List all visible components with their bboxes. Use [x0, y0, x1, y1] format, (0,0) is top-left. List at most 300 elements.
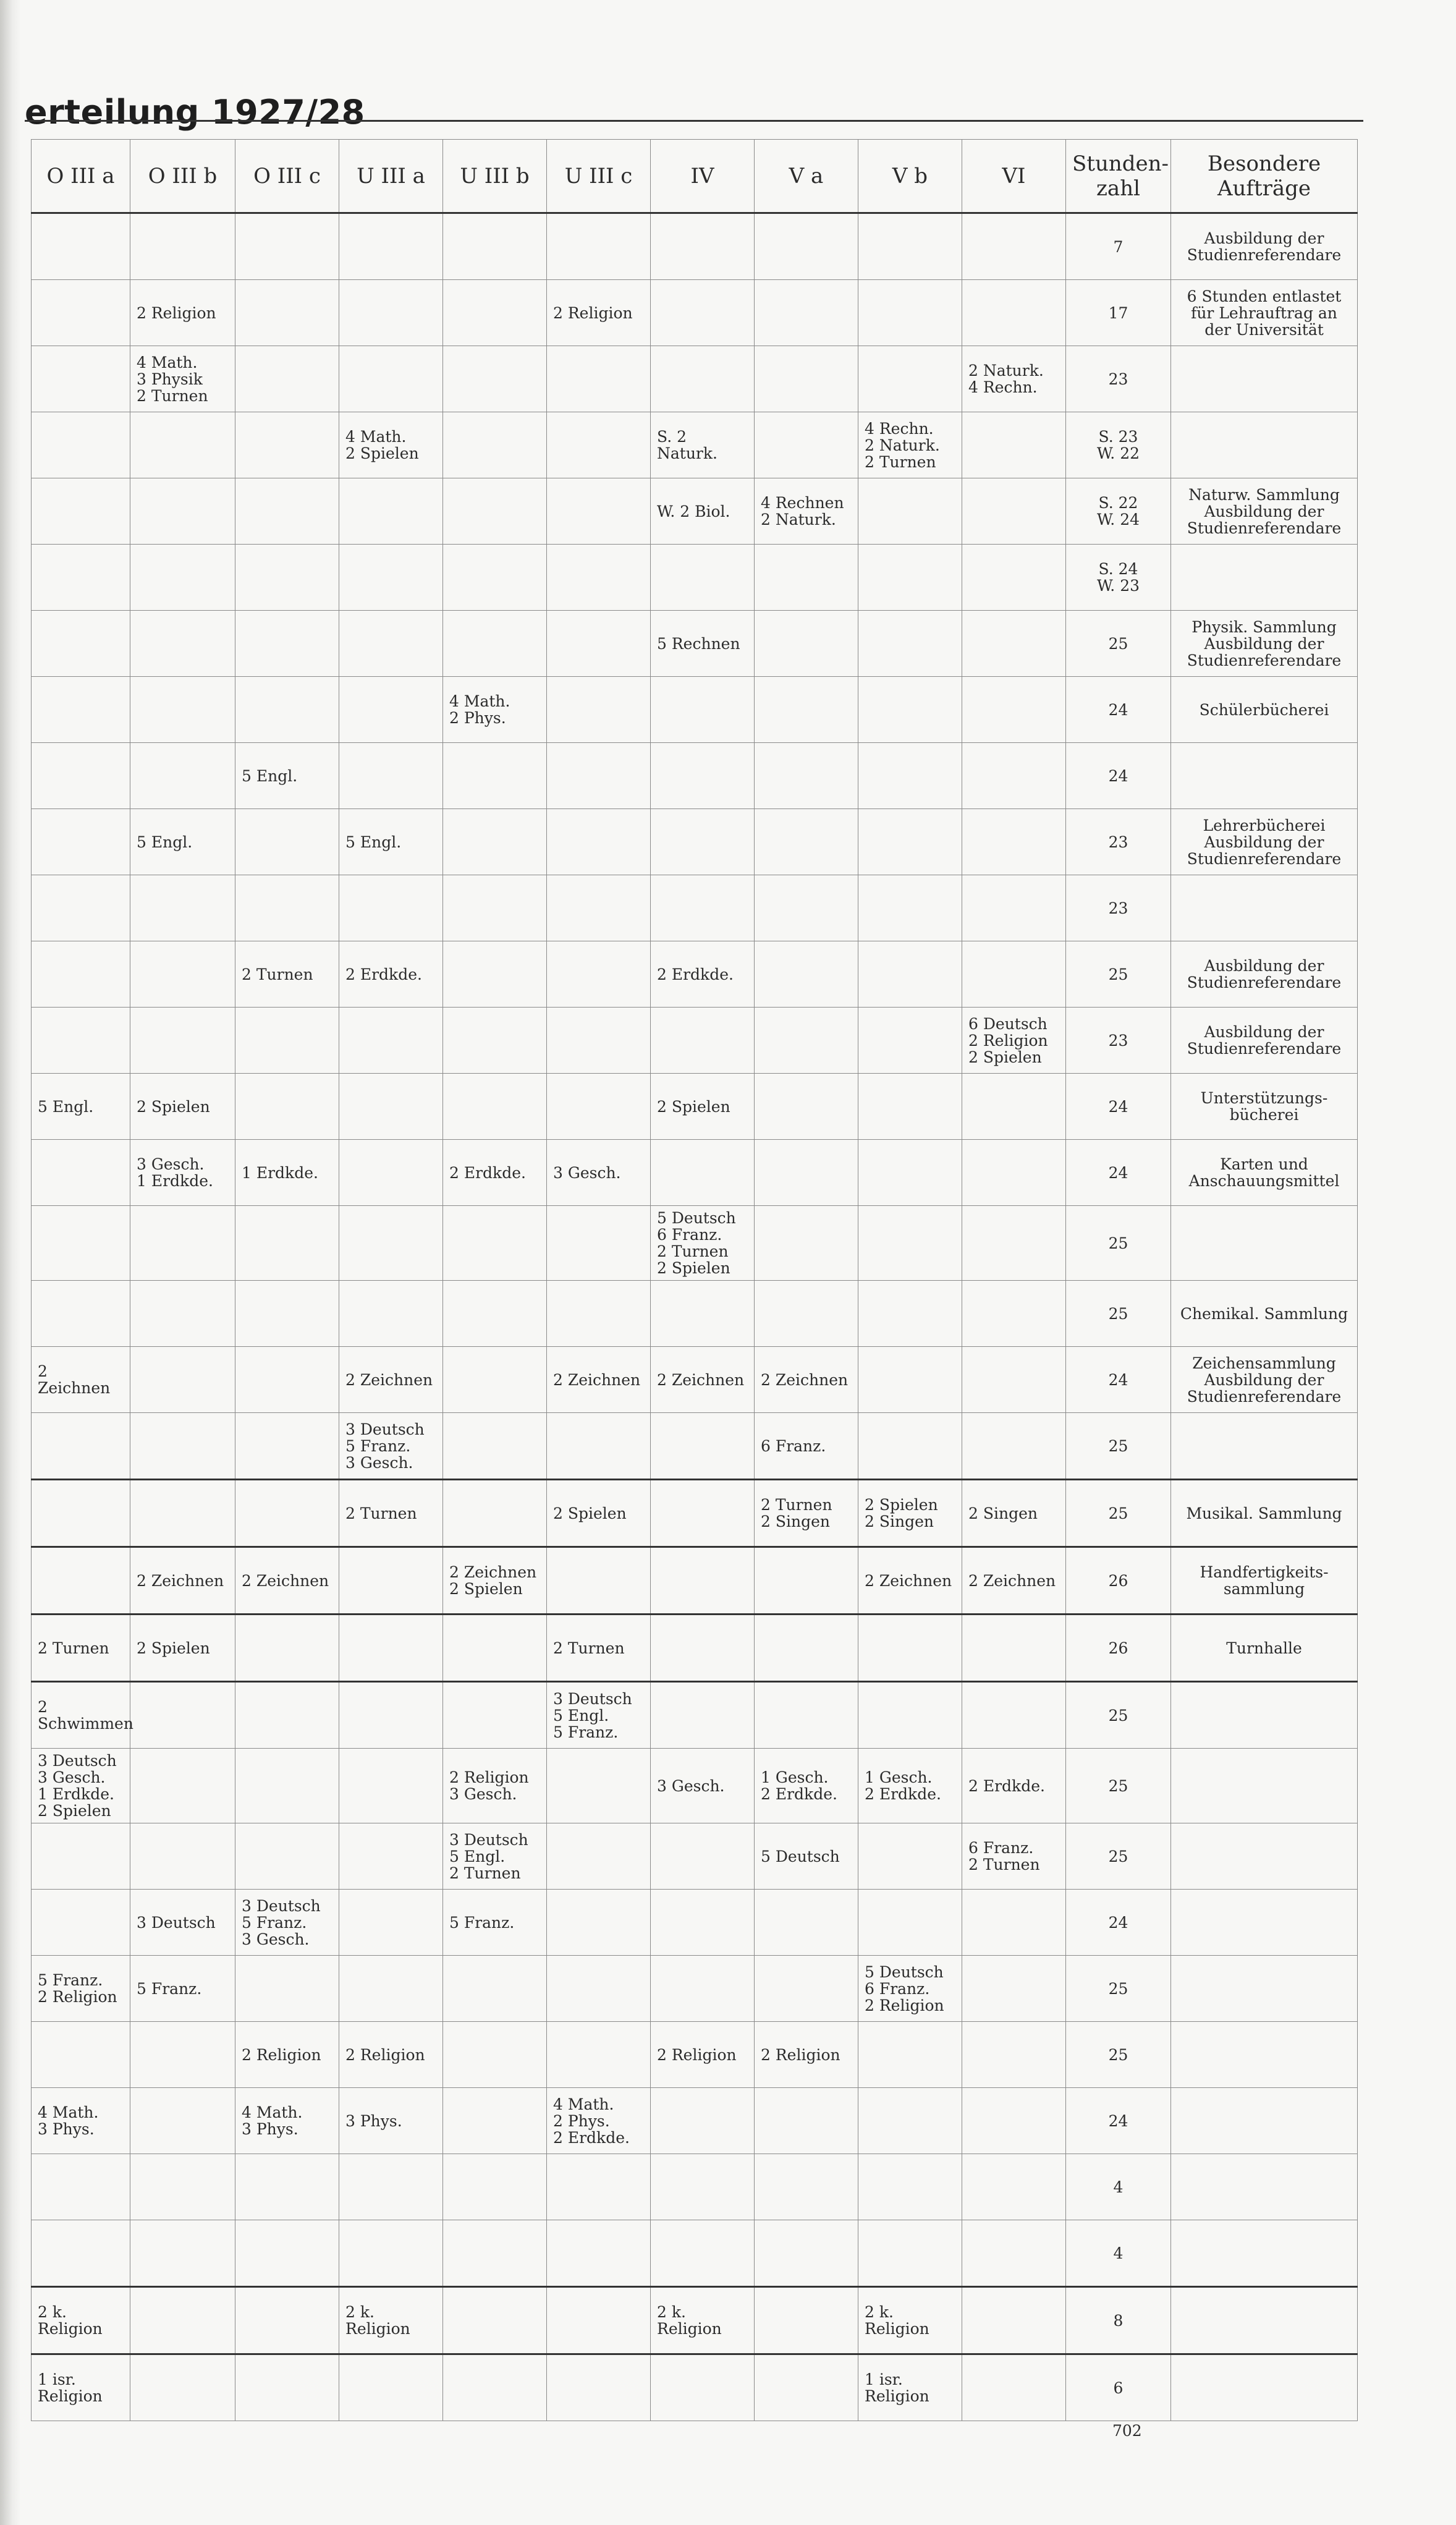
lesson-cell — [235, 478, 339, 545]
lesson-cell — [962, 2354, 1066, 2421]
lesson-cell — [651, 1890, 755, 1956]
lesson-cell — [235, 2287, 339, 2354]
assignment-cell — [1171, 1682, 1358, 1749]
lesson-cell — [339, 1206, 443, 1281]
lesson-cell — [547, 2354, 651, 2421]
header-row — [32, 140, 1358, 213]
lesson-cell — [755, 611, 858, 677]
lesson-cell — [651, 1281, 755, 1347]
lesson-cell: 5 Deutsch — [755, 1823, 858, 1890]
hours-cell: 8 — [1066, 2287, 1171, 2354]
lesson-cell: 2 Erdkde. — [651, 941, 755, 1008]
lesson-cell — [130, 1206, 235, 1281]
lesson-cell — [32, 280, 130, 346]
lesson-cell — [235, 2354, 339, 2421]
hours-cell: 6 — [1066, 2354, 1171, 2421]
lesson-cell — [755, 941, 858, 1008]
lesson-cell: 2 Religion — [755, 2022, 858, 2088]
lesson-cell: 2 Religion — [547, 280, 651, 346]
lesson-cell: 3 Gesch. 1 Erdkde. — [130, 1140, 235, 1206]
lesson-cell — [130, 1008, 235, 1074]
lesson-cell — [547, 611, 651, 677]
lesson-cell — [443, 2354, 547, 2421]
lesson-cell: 1 Gesch. 2 Erdkde. — [755, 1749, 858, 1823]
lesson-cell: 2 Zeichnen — [339, 1347, 443, 1413]
table-row — [32, 1206, 1358, 1281]
assignment-cell — [1171, 1413, 1358, 1480]
lesson-cell — [339, 1008, 443, 1074]
hours-cell: 24 — [1066, 2088, 1171, 2154]
lesson-cell: 5 Franz. — [130, 1956, 235, 2022]
lesson-cell — [755, 875, 858, 941]
lesson-cell — [962, 1682, 1066, 1749]
lesson-cell — [547, 1956, 651, 2022]
lesson-cell — [755, 2220, 858, 2287]
lesson-cell: 6 Deutsch 2 Religion 2 Spielen — [962, 1008, 1066, 1074]
lesson-cell — [858, 1206, 962, 1281]
lesson-cell — [339, 1956, 443, 2022]
hours-cell: 25 — [1066, 611, 1171, 677]
lesson-cell — [339, 1823, 443, 1890]
lesson-cell: 2 Religion — [339, 2022, 443, 2088]
lesson-cell — [130, 2287, 235, 2354]
lesson-cell — [235, 1480, 339, 1547]
lesson-cell: 2 Zeichnen — [547, 1347, 651, 1413]
lesson-cell — [32, 1890, 130, 1956]
lesson-cell — [651, 677, 755, 743]
assignment-cell: Ausbildung der Studienreferendare — [1171, 1008, 1358, 1074]
lesson-cell — [235, 2220, 339, 2287]
lesson-cell: 5 Engl. — [235, 743, 339, 809]
assignment-cell — [1171, 1823, 1358, 1890]
hours-cell: 25 — [1066, 1206, 1171, 1281]
lesson-cell: 2 k. Religion — [32, 2287, 130, 2354]
assignment-cell: Unterstützungs-bücherei — [1171, 1074, 1358, 1140]
lesson-cell: 5 Engl. — [130, 809, 235, 875]
lesson-cell — [962, 2287, 1066, 2354]
lesson-cell — [858, 2154, 962, 2220]
lesson-cell — [130, 1347, 235, 1413]
lesson-cell — [130, 2354, 235, 2421]
lesson-cell: 2 Zeichnen — [32, 1347, 130, 1413]
hours-cell: 25 — [1066, 1682, 1171, 1749]
table-row — [32, 2287, 1358, 2354]
assignment-cell: Zeichensammlung Ausbildung der Studienreferendare — [1171, 1347, 1358, 1413]
lesson-cell — [858, 1823, 962, 1890]
lesson-cell — [962, 1206, 1066, 1281]
lesson-cell: 3 Gesch. — [651, 1749, 755, 1823]
lesson-cell: W. 2 Biol. — [651, 478, 755, 545]
lesson-cell — [32, 611, 130, 677]
lesson-cell — [443, 1956, 547, 2022]
lesson-cell — [547, 1008, 651, 1074]
table-row — [32, 1749, 1358, 1823]
lesson-cell — [858, 1347, 962, 1413]
table-row — [32, 1890, 1358, 1956]
lesson-cell: 2 Zeichnen 2 Spielen — [443, 1547, 547, 1615]
lesson-cell — [858, 611, 962, 677]
lesson-cell — [235, 809, 339, 875]
lesson-cell — [235, 1682, 339, 1749]
lesson-cell: 4 Math. 2 Spielen — [339, 412, 443, 478]
lesson-cell — [651, 1008, 755, 1074]
lesson-cell — [547, 1206, 651, 1281]
assignment-cell — [1171, 2354, 1358, 2421]
lesson-cell — [339, 677, 443, 743]
lesson-cell: 2 Singen — [962, 1480, 1066, 1547]
column-header: IV — [651, 140, 755, 213]
lesson-cell — [130, 1480, 235, 1547]
lesson-cell: 3 Deutsch 5 Engl. 2 Turnen — [443, 1823, 547, 1890]
lesson-cell — [651, 743, 755, 809]
hours-cell: 24 — [1066, 677, 1171, 743]
lesson-cell — [130, 2022, 235, 2088]
lesson-cell — [651, 1956, 755, 2022]
hours-cell: 23 — [1066, 875, 1171, 941]
table-row — [32, 1682, 1358, 1749]
table-body — [32, 213, 1358, 2421]
lesson-cell — [547, 2022, 651, 2088]
lesson-cell — [755, 2154, 858, 2220]
lesson-cell — [651, 2154, 755, 2220]
lesson-cell — [755, 1206, 858, 1281]
lesson-cell — [962, 2220, 1066, 2287]
lesson-cell — [339, 1074, 443, 1140]
lesson-cell: 2 Erdkde. — [443, 1140, 547, 1206]
lesson-cell — [339, 1890, 443, 1956]
hours-cell: 24 — [1066, 1140, 1171, 1206]
lesson-cell — [339, 1682, 443, 1749]
lesson-cell — [443, 478, 547, 545]
hours-cell: 24 — [1066, 1074, 1171, 1140]
table-row — [32, 545, 1358, 611]
table-row — [32, 2354, 1358, 2421]
lesson-cell — [651, 1480, 755, 1547]
table-row — [32, 1413, 1358, 1480]
lesson-cell — [962, 1281, 1066, 1347]
assignment-cell — [1171, 1206, 1358, 1281]
lesson-cell — [235, 1008, 339, 1074]
lesson-cell — [755, 1008, 858, 1074]
lesson-cell — [858, 213, 962, 280]
lesson-cell — [32, 478, 130, 545]
lesson-cell — [755, 677, 858, 743]
lesson-cell — [443, 2287, 547, 2354]
hours-cell: 25 — [1066, 1749, 1171, 1823]
lesson-cell — [339, 1749, 443, 1823]
lesson-cell — [443, 1206, 547, 1281]
assignment-cell — [1171, 875, 1358, 941]
table-row — [32, 478, 1358, 545]
table-row — [32, 2154, 1358, 2220]
lesson-cell: 4 Math. 2 Phys. 2 Erdkde. — [547, 2088, 651, 2154]
lesson-cell: 2 Turnen — [547, 1615, 651, 1682]
lesson-cell — [547, 1281, 651, 1347]
hours-cell: S. 23 W. 22 — [1066, 412, 1171, 478]
lesson-cell: 2 Religion — [651, 2022, 755, 2088]
lesson-cell — [858, 875, 962, 941]
lesson-cell — [339, 2220, 443, 2287]
lesson-cell — [339, 545, 443, 611]
hours-cell: 25 — [1066, 1956, 1171, 2022]
lesson-cell — [755, 2088, 858, 2154]
lesson-cell — [443, 611, 547, 677]
lesson-cell: 6 Franz. — [755, 1413, 858, 1480]
lesson-cell — [651, 1615, 755, 1682]
table-row — [32, 1615, 1358, 1682]
hours-cell: 25 — [1066, 941, 1171, 1008]
lesson-cell — [962, 1615, 1066, 1682]
lesson-cell: 2 Spielen — [651, 1074, 755, 1140]
page-title: erteilung 1927/28 — [25, 93, 365, 132]
lesson-cell — [651, 213, 755, 280]
lesson-cell: 4 Math. 2 Phys. — [443, 677, 547, 743]
lesson-cell: 2 Religion — [235, 2022, 339, 2088]
lesson-cell — [651, 1682, 755, 1749]
lesson-cell — [235, 412, 339, 478]
lesson-cell — [858, 280, 962, 346]
lesson-cell — [32, 412, 130, 478]
lesson-cell: 1 Erdkde. — [235, 1140, 339, 1206]
lesson-cell: 2 Zeichnen — [858, 1547, 962, 1615]
lesson-cell: 5 Engl. — [339, 809, 443, 875]
lesson-cell: 2 k. Religion — [339, 2287, 443, 2354]
hours-cell: 25 — [1066, 1480, 1171, 1547]
lesson-cell: 5 Franz. — [443, 1890, 547, 1956]
lesson-cell — [32, 743, 130, 809]
column-header: O III a — [32, 140, 130, 213]
lesson-cell — [547, 1547, 651, 1615]
assignment-cell: Schülerbücherei — [1171, 677, 1358, 743]
lesson-cell — [443, 2154, 547, 2220]
lesson-cell — [858, 1890, 962, 1956]
lesson-cell: 2 Turnen — [32, 1615, 130, 1682]
lesson-cell — [755, 1074, 858, 1140]
lesson-cell: 3 Deutsch 5 Engl. 5 Franz. — [547, 1682, 651, 1749]
lesson-cell — [235, 213, 339, 280]
lesson-cell — [130, 2088, 235, 2154]
lesson-cell — [755, 809, 858, 875]
lesson-cell — [858, 545, 962, 611]
timetable — [31, 139, 1358, 2421]
lesson-cell — [962, 478, 1066, 545]
table-row — [32, 743, 1358, 809]
title-rule — [25, 120, 1363, 122]
hours-cell: 23 — [1066, 1008, 1171, 1074]
table-row — [32, 1823, 1358, 1890]
lesson-cell — [32, 1413, 130, 1480]
lesson-cell: 2 k. Religion — [858, 2287, 962, 2354]
lesson-cell — [651, 1547, 755, 1615]
lesson-cell — [755, 1547, 858, 1615]
lesson-cell — [339, 611, 443, 677]
lesson-cell — [443, 1008, 547, 1074]
lesson-cell — [32, 1823, 130, 1890]
assignment-cell: Handfertigkeits-sammlung — [1171, 1547, 1358, 1615]
hours-cell: 25 — [1066, 1281, 1171, 1347]
lesson-cell — [130, 1682, 235, 1749]
hours-cell: 7 — [1066, 213, 1171, 280]
lesson-cell — [235, 545, 339, 611]
lesson-cell — [32, 941, 130, 1008]
hours-cell: 17 — [1066, 280, 1171, 346]
lesson-cell — [32, 875, 130, 941]
lesson-cell — [755, 346, 858, 412]
lesson-cell — [858, 1281, 962, 1347]
lesson-cell: 2 Erdkde. — [339, 941, 443, 1008]
column-header: U III b — [443, 140, 547, 213]
lesson-cell: 2 Zeichnen — [235, 1547, 339, 1615]
lesson-cell — [339, 743, 443, 809]
lesson-cell — [32, 545, 130, 611]
lesson-cell — [443, 412, 547, 478]
hours-cell: 25 — [1066, 2022, 1171, 2088]
assignment-cell: Musikal. Sammlung — [1171, 1480, 1358, 1547]
lesson-cell — [547, 1074, 651, 1140]
lesson-cell: 3 Gesch. — [547, 1140, 651, 1206]
hours-cell: S. 24 W. 23 — [1066, 545, 1171, 611]
column-header: U III a — [339, 140, 443, 213]
lesson-cell — [130, 875, 235, 941]
lesson-cell — [962, 1347, 1066, 1413]
lesson-cell — [32, 1547, 130, 1615]
lesson-cell — [755, 1890, 858, 1956]
lesson-cell — [130, 2154, 235, 2220]
lesson-cell — [651, 1823, 755, 1890]
lesson-cell — [962, 213, 1066, 280]
table-row — [32, 213, 1358, 280]
lesson-cell: 5 Franz. 2 Religion — [32, 1956, 130, 2022]
lesson-cell — [443, 1615, 547, 1682]
lesson-cell: 2 Religion 3 Gesch. — [443, 1749, 547, 1823]
lesson-cell — [339, 1140, 443, 1206]
lesson-cell — [339, 2354, 443, 2421]
lesson-cell — [547, 875, 651, 941]
lesson-cell — [339, 1615, 443, 1682]
hours-cell: 25 — [1066, 1413, 1171, 1480]
column-header: Besondere Aufträge — [1171, 140, 1358, 213]
lesson-cell — [858, 1008, 962, 1074]
lesson-cell — [858, 2220, 962, 2287]
lesson-cell: 2 Zeichnen — [130, 1547, 235, 1615]
table-row — [32, 1008, 1358, 1074]
table-row — [32, 941, 1358, 1008]
lesson-cell — [339, 1547, 443, 1615]
lesson-cell — [962, 2154, 1066, 2220]
lesson-cell: 5 Deutsch 6 Franz. 2 Turnen 2 Spielen — [651, 1206, 755, 1281]
lesson-cell — [443, 875, 547, 941]
column-header: O III c — [235, 140, 339, 213]
table-row — [32, 412, 1358, 478]
lesson-cell — [651, 875, 755, 941]
lesson-cell — [858, 346, 962, 412]
lesson-cell — [32, 1140, 130, 1206]
lesson-cell — [130, 478, 235, 545]
lesson-cell — [130, 743, 235, 809]
lesson-cell — [962, 941, 1066, 1008]
lesson-cell — [235, 1956, 339, 2022]
lesson-cell — [858, 1413, 962, 1480]
assignment-cell: Chemikal. Sammlung — [1171, 1281, 1358, 1347]
lesson-cell — [130, 2220, 235, 2287]
lesson-cell — [962, 1413, 1066, 1480]
lesson-cell — [755, 1615, 858, 1682]
lesson-cell — [547, 213, 651, 280]
lesson-cell — [858, 1140, 962, 1206]
lesson-cell — [547, 677, 651, 743]
lesson-cell — [858, 941, 962, 1008]
assignment-cell — [1171, 2154, 1358, 2220]
lesson-cell: 4 Rechn. 2 Naturk. 2 Turnen — [858, 412, 962, 478]
lesson-cell — [547, 1749, 651, 1823]
lesson-cell — [235, 1615, 339, 1682]
lesson-cell — [32, 1480, 130, 1547]
lesson-cell — [755, 280, 858, 346]
lesson-cell — [235, 1206, 339, 1281]
lesson-cell — [339, 280, 443, 346]
assignment-cell — [1171, 743, 1358, 809]
lesson-cell — [32, 2220, 130, 2287]
lesson-cell — [547, 412, 651, 478]
lesson-cell: 2 Spielen — [130, 1615, 235, 1682]
lesson-cell: 2 Turnen — [235, 941, 339, 1008]
lesson-cell: 3 Phys. — [339, 2088, 443, 2154]
lesson-cell — [130, 1823, 235, 1890]
lesson-cell — [130, 677, 235, 743]
lesson-cell: 2 k. Religion — [651, 2287, 755, 2354]
table-row — [32, 1547, 1358, 1615]
lesson-cell — [130, 545, 235, 611]
hours-cell: 26 — [1066, 1547, 1171, 1615]
lesson-cell — [32, 809, 130, 875]
hours-cell: 24 — [1066, 1347, 1171, 1413]
book-spine-shadow — [0, 0, 21, 2525]
lesson-cell: 2 Spielen — [547, 1480, 651, 1547]
lesson-cell — [858, 809, 962, 875]
assignment-cell — [1171, 2088, 1358, 2154]
assignment-cell: Karten und Anschauungsmittel — [1171, 1140, 1358, 1206]
table-row — [32, 1956, 1358, 2022]
lesson-cell: 2 Zeichnen — [651, 1347, 755, 1413]
lesson-cell — [130, 1281, 235, 1347]
lesson-cell — [443, 1480, 547, 1547]
lesson-cell: 2 Spielen 2 Singen — [858, 1480, 962, 1547]
lesson-cell: 1 isr. Religion — [858, 2354, 962, 2421]
lesson-cell: 3 Deutsch 5 Franz. 3 Gesch. — [235, 1890, 339, 1956]
hours-cell: 23 — [1066, 346, 1171, 412]
hours-cell: 24 — [1066, 743, 1171, 809]
lesson-cell — [339, 2154, 443, 2220]
lesson-cell — [339, 875, 443, 941]
assignment-cell — [1171, 1890, 1358, 1956]
lesson-cell — [547, 346, 651, 412]
lesson-cell: S. 2 Naturk. — [651, 412, 755, 478]
lesson-cell — [755, 1281, 858, 1347]
lesson-cell — [755, 545, 858, 611]
lesson-cell — [858, 1074, 962, 1140]
lesson-cell — [443, 545, 547, 611]
lesson-cell — [235, 1823, 339, 1890]
table-row — [32, 2220, 1358, 2287]
assignment-cell: Lehrerbücherei Ausbildung der Studienreferendare — [1171, 809, 1358, 875]
lesson-cell — [32, 346, 130, 412]
lesson-cell — [755, 1140, 858, 1206]
lesson-cell: 4 Rechnen 2 Naturk. — [755, 478, 858, 545]
lesson-cell — [651, 2220, 755, 2287]
assignment-cell — [1171, 1956, 1358, 2022]
table-row — [32, 677, 1358, 743]
lesson-cell: 5 Engl. — [32, 1074, 130, 1140]
